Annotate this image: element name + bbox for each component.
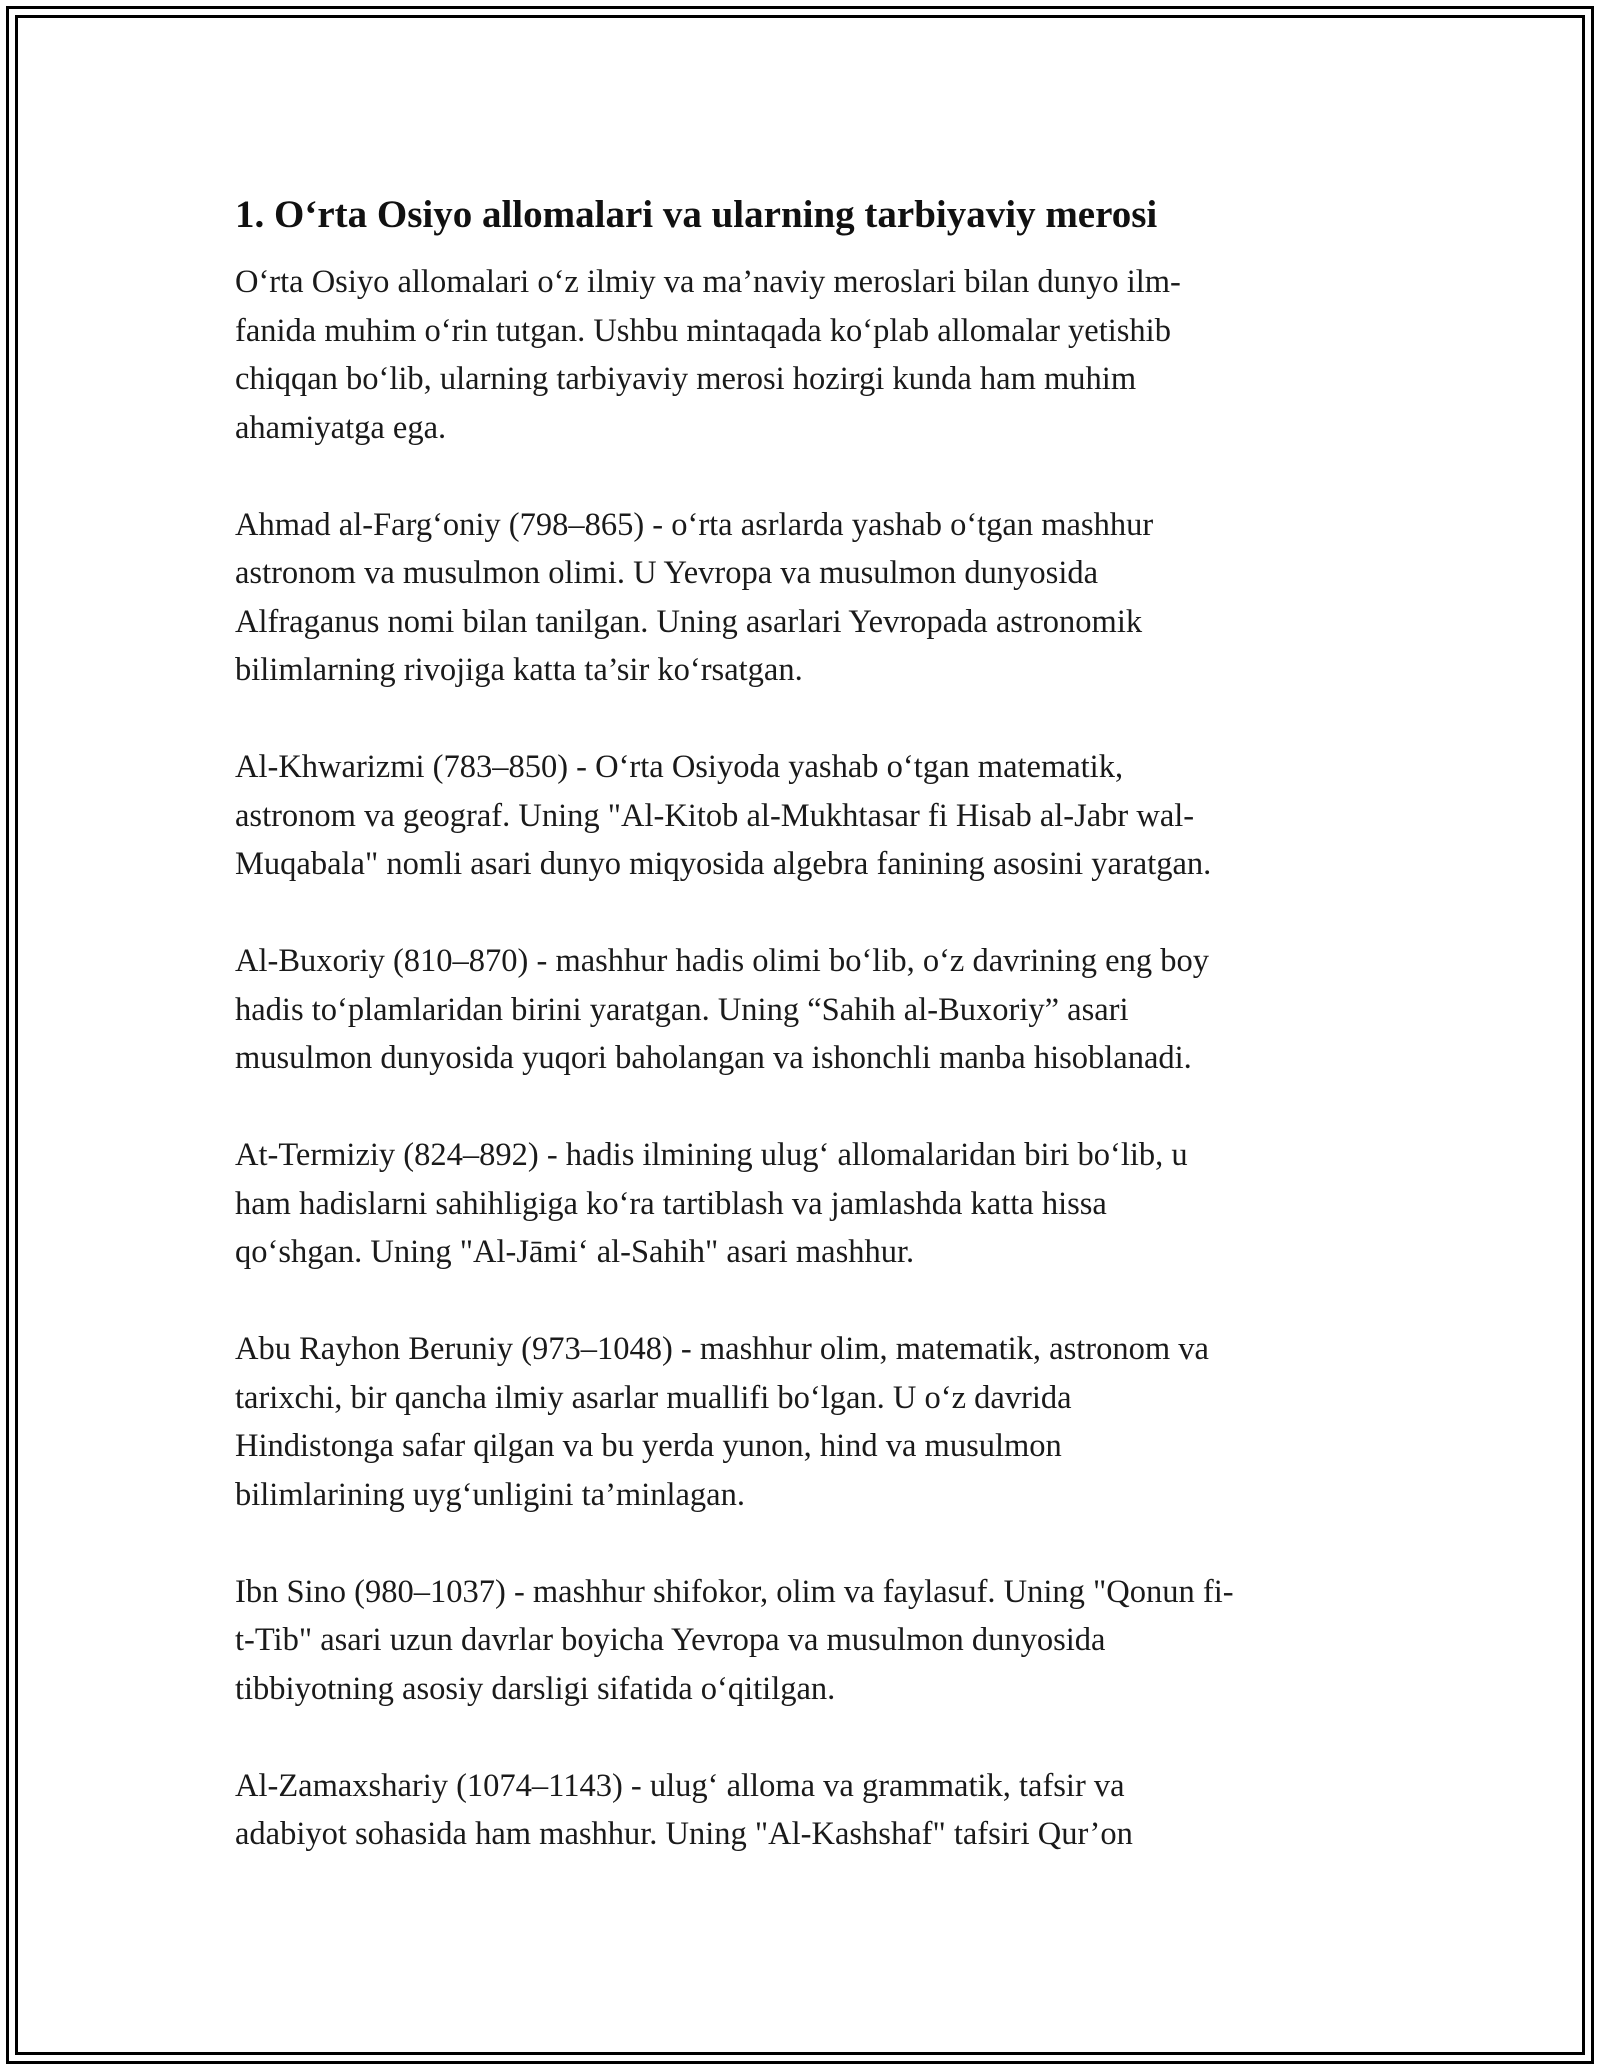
text-line: Al-Khwarizmi (783–850) - O‘rta Osiyoda yashab o‘tgan matematik, [235,749,1124,785]
paragraph [235,937,1375,1083]
text-line: chiqqan bo‘lib, ularning tarbiyaviy merosi hozirgi kunda ham muhim [235,361,1137,397]
text-line: ham hadislarni sahihligiga ko‘ra tartiblash va jamlashda katta hissa [235,1185,1107,1222]
text-line: fanida muhim o‘rin tutgan. Ushbu mintaqada ko‘plab allomalar yetishib [235,312,1171,349]
paragraph [235,1762,1375,1859]
paragraph [235,1131,1375,1277]
text-line: Abu Rayhon Beruniy (973–1048) - mashhur olim, matematik, astronom va [235,1331,1209,1367]
text-line: bilimlarning rivojiga katta ta’sir ko‘rsatgan. [235,652,803,688]
text-line: adabiyot sohasida ham mashhur. Uning "Al-Kashshaf" tafsiri Qur’on [235,1816,1133,1852]
text-line: astronom va geograf. Uning "Al-Kitob al-Mukhtasar fi Hisab al-Jabr wal- [235,797,1195,834]
paragraph-list [235,258,1375,1859]
text-line: Muqabala" nomli asari dunyo miqyosida algebra fanining asosini yaratgan. [235,846,1212,882]
text-line: musulmon dunyosida yuqori baholangan va ishonchli manba hisoblanadi. [235,1040,1192,1076]
text-line: bilimlarining uyg‘unligini ta’minlagan. [235,1476,745,1513]
text-line: Al-Buxoriy (810–870) - mashhur hadis olimi bo‘lib, o‘z davrining eng boy [235,943,1209,979]
paragraph [235,258,1375,452]
text-line: qo‘shgan. Uning "Al-Jāmi‘ al-Sahih" asari mashhur. [235,1234,915,1270]
text-line: t-Tib" asari uzun davrlar boyicha Yevropa va musulmon dunyosida [235,1622,1106,1658]
text-line: Hindistonga safar qilgan va bu yerda yunon, hind va musulmon [235,1428,1062,1464]
page-title: 1. O‘rta Osiyo allomalari va ularning tarbiyaviy merosi [235,193,1158,236]
paragraph [235,743,1375,889]
paragraph [235,1568,1375,1714]
document-body [235,190,1375,1907]
text-line: astronom va musulmon olimi. U Yevropa va musulmon dunyosida [235,555,1099,591]
text-line: O‘rta Osiyo allomalari o‘z ilmiy va ma’naviy meroslari bilan dunyo ilm- [235,264,1181,300]
paragraph [235,501,1375,695]
text-line: Ibn Sino (980–1037) - mashhur shifokor, olim va faylasuf. Uning "Qonun fi- [235,1573,1234,1610]
text-line: Al-Zamaxshariy (1074–1143) - ulug‘ alloma va grammatik, tafsir va [235,1767,1125,1804]
text-line: Alfraganus nomi bilan tanilgan. Uning asarlari Yevropada astronomik [235,603,1143,640]
text-line: tarixchi, bir qancha ilmiy asarlar muallifi bo‘lgan. U o‘z davrida [235,1379,1072,1416]
text-line: hadis to‘plamlaridan birini yaratgan. Uning “Sahih al-Buxoriy” asari [235,991,1129,1028]
text-line: ahamiyatga ega. [235,409,447,446]
text-line: At-Termiziy (824–892) - hadis ilmining ulug‘ allomalaridan biri bo‘lib, u [235,1137,1188,1173]
text-line: tibbiyotning asosiy darsligi sifatida o‘qitilgan. [235,1670,836,1707]
paragraph [235,1325,1375,1519]
text-line: Ahmad al-Farg‘oniy (798–865) - o‘rta asrlarda yashab o‘tgan mashhur [235,506,1154,543]
